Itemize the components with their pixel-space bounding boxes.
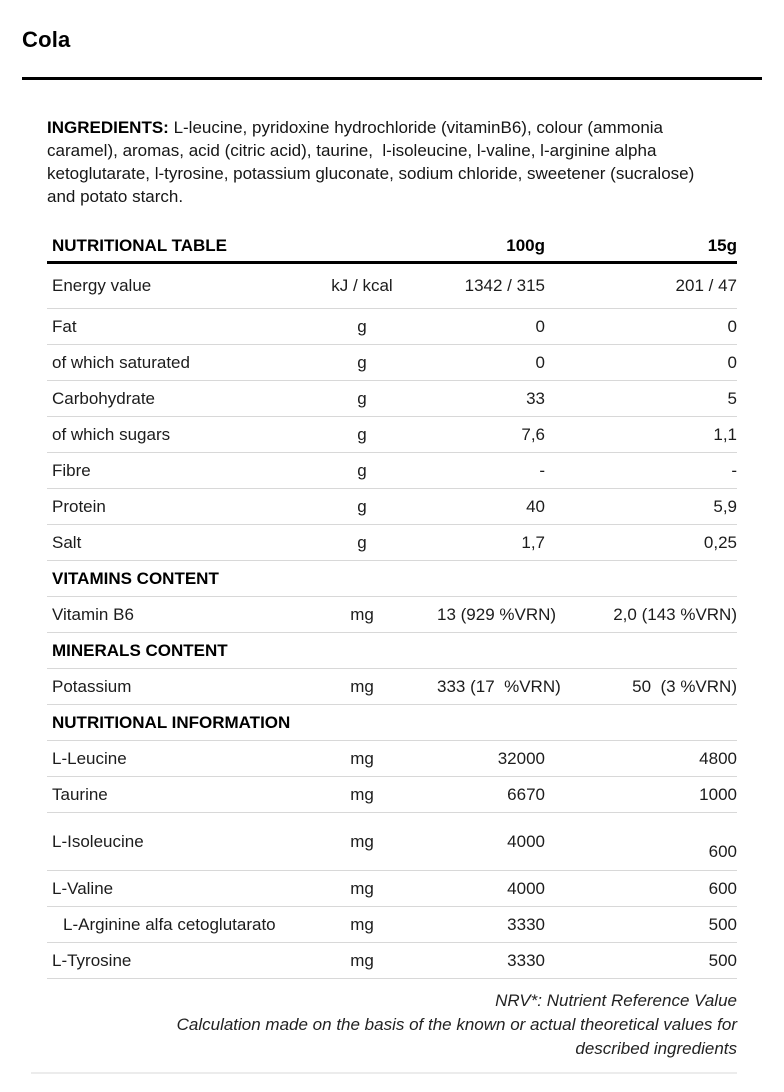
row-label: L-Tyrosine [52,950,132,970]
section-label: VITAMINS CONTENT [52,568,219,588]
table-row [47,597,737,633]
row-label: L-Valine [52,878,114,898]
row-value-15g: 201 / 47 [675,276,737,295]
row-value-15g: 600 [708,842,737,861]
row-value-15g: 0 [727,316,737,336]
nutrition-table-body [47,264,737,979]
row-value-100g: 32000 [497,748,545,768]
row-value-100g: 0 [535,316,545,336]
footnote [47,979,737,1061]
table-section-row [47,705,737,741]
row-unit: g [357,424,367,444]
row-unit: g [357,460,367,480]
row-value-100g: - [539,460,545,480]
row-unit: mg [350,748,374,768]
row-value-15g: 5,9 [713,496,737,516]
table-row [47,907,737,943]
row-unit: mg [350,878,374,898]
row-value-15g: 0 [727,352,737,372]
row-value-100g: 3330 [507,950,545,970]
row-value-15g: 1,1 [713,424,737,444]
row-value-15g: 500 [708,950,737,970]
row-unit: g [357,352,367,372]
row-unit: g [357,316,367,336]
table-section-row [47,561,737,597]
bottom-divider [31,1072,737,1074]
table-header-row [47,230,737,264]
table-row [47,741,737,777]
row-unit: mg [350,950,374,970]
row-value-100g: 13 (929 %VRN) [437,604,557,624]
row-value-100g: 1342 / 315 [464,276,545,295]
row-label: Energy value [52,276,152,295]
row-unit: kJ / kcal [331,276,393,295]
table-row [47,381,737,417]
row-unit: mg [350,784,374,804]
row-label: Salt [52,532,82,552]
row-label: Taurine [52,784,108,804]
row-label: Carbohydrate [52,388,156,408]
table-row [47,777,737,813]
row-unit: g [357,388,367,408]
row-label: Vitamin B6 [52,604,134,624]
footnote-line: Calculation made on the basis of the known or actual theoretical values for [176,1015,737,1034]
nutrition-table [47,230,737,1061]
row-unit: mg [350,831,374,851]
table-row [47,309,737,345]
row-value-100g: 33 [526,388,545,408]
ingredients-label: INGREDIENTS: [47,118,169,137]
row-value-100g: 7,6 [521,424,545,444]
row-value-100g: 1,7 [521,532,545,552]
row-label: Fat [52,316,77,336]
column-header-100g: 100g [506,235,545,255]
row-value-15g: 600 [708,878,737,898]
table-row [47,525,737,561]
ingredients-paragraph [47,116,719,208]
row-label: L-Leucine [52,748,127,768]
row-label: of which saturated [52,352,190,372]
table-row [47,453,737,489]
table-title: NUTRITIONAL TABLE [52,235,228,255]
section-label: NUTRITIONAL INFORMATION [52,712,291,732]
row-value-15g: 1000 [699,784,737,804]
title-divider [22,77,762,80]
row-value-100g: 3330 [507,914,545,934]
ingredients-text: L-leucine, pyridoxine hydrochloride (vitaminB6), colour (ammonia caramel), aromas, acid (citric acid), taurine, l-isoleucine, l-valine, l-arginine alpha ketoglutarate, l-tyrosine, potassium gluconate, sodium chloride, sweetener (sucralose) and potato starch. [47,118,699,206]
row-value-100g: 4000 [507,831,545,851]
page-title: Cola [22,27,71,52]
table-row [47,345,737,381]
row-label: Potassium [52,676,132,696]
footnote-line: described ingredients [575,1039,737,1058]
row-value-15g: 4800 [699,748,737,768]
row-label: L-Isoleucine [52,831,144,851]
row-value-15g: 2,0 (143 %VRN) [613,604,737,624]
table-row [47,669,737,705]
row-value-15g: 500 [708,914,737,934]
row-value-15g: 0,25 [703,532,737,552]
table-row [47,871,737,907]
row-unit: g [357,532,367,552]
table-row [47,489,737,525]
table-row [47,417,737,453]
footnote-line: NRV*: Nutrient Reference Value [495,991,737,1010]
row-value-15g: 50 (3 %VRN) [632,676,737,696]
row-unit: g [357,496,367,516]
table-row [47,943,737,979]
table-row [47,813,737,871]
row-unit: mg [350,914,374,934]
row-label: Protein [52,496,106,516]
row-value-100g: 0 [535,352,545,372]
row-value-100g: 4000 [507,878,545,898]
column-header-15g: 15g [707,235,737,255]
row-unit: mg [350,676,374,696]
row-value-100g: 6670 [507,784,545,804]
row-label: of which sugars [52,424,171,444]
section-label: MINERALS CONTENT [52,640,228,660]
row-value-15g: 5 [727,388,737,408]
row-label: Fibre [52,460,91,480]
row-value-15g: - [731,460,737,480]
row-unit: mg [350,604,374,624]
table-row [47,264,737,309]
table-section-row [47,633,737,669]
row-value-100g: 40 [526,496,545,516]
row-label: L-Arginine alfa cetoglutarato [63,914,276,934]
row-value-100g: 333 (17 %VRN) [437,676,561,696]
